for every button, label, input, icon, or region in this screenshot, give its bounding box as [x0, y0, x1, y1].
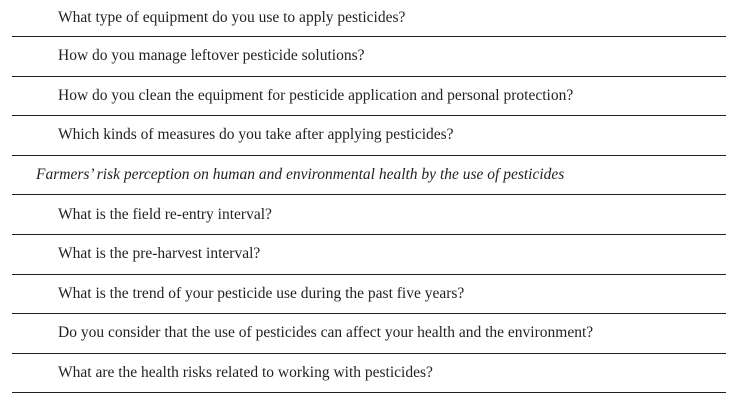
table-row — [12, 314, 726, 354]
question-text: How do you clean the equipment for pesticide application and personal protection? — [58, 86, 574, 104]
question-text: How do you manage leftover pesticide solutions? — [58, 47, 365, 65]
question-text: Which kinds of measures do you take after applying pesticides? — [58, 126, 454, 144]
questionnaire-table — [12, 0, 726, 393]
question-text: What are the health risks related to working with pesticides? — [58, 364, 433, 382]
table-row — [12, 0, 726, 37]
table-row — [12, 275, 726, 315]
table-row — [12, 77, 726, 117]
table-row — [12, 37, 726, 77]
table-row — [12, 354, 726, 394]
question-text: What is the pre-harvest interval? — [58, 245, 261, 263]
table-row — [12, 235, 726, 275]
section-heading: Farmers’ risk perception on human and environmental health by the use of pesticides — [36, 166, 565, 184]
question-text: What is the trend of your pesticide use during the past five years? — [58, 284, 465, 302]
question-text: Do you consider that the use of pesticides can affect your health and the environment? — [58, 324, 594, 342]
question-text: What type of equipment do you use to apply pesticides? — [58, 9, 406, 26]
table-row — [12, 195, 726, 235]
section-heading-row — [12, 156, 726, 196]
question-text: What is the field re-entry interval? — [58, 205, 272, 223]
table-row — [12, 116, 726, 156]
